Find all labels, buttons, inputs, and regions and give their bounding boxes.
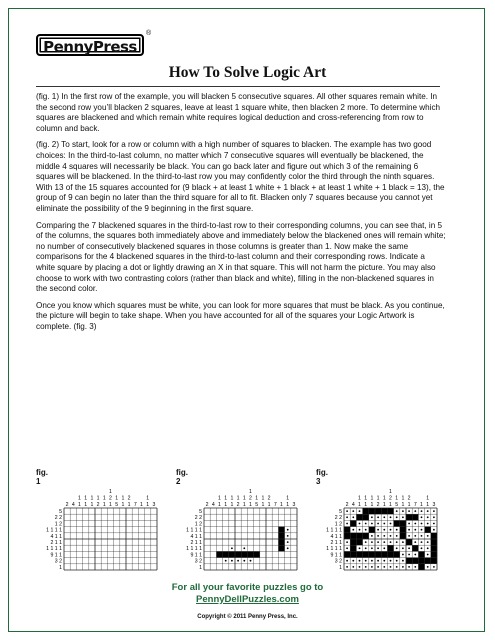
white-dot — [365, 541, 367, 543]
row-clue: 5 — [199, 509, 202, 515]
black-square — [350, 551, 356, 557]
black-square — [247, 551, 253, 557]
white-dot — [421, 535, 423, 537]
footer-link-row — [0, 594, 495, 605]
column-clue: 1 — [96, 495, 100, 502]
column-clue: 5 — [115, 502, 119, 508]
penny-dell-link[interactable]: PennyDellPuzzles.com — [196, 594, 299, 605]
black-square — [418, 564, 424, 570]
column-clue: 1 — [102, 495, 106, 502]
column-clue: 1 — [230, 502, 234, 508]
row-clue: 1 1 1 1 — [326, 546, 342, 553]
white-dot — [408, 523, 410, 525]
white-dot — [365, 523, 367, 525]
column-clue: 1 — [267, 502, 271, 508]
row-clue: 1 2 — [194, 521, 202, 528]
white-dot — [359, 547, 361, 549]
row-clue: 1 1 1 1 — [46, 546, 62, 553]
column-clue: 2 — [127, 495, 131, 502]
black-square — [369, 527, 375, 533]
white-dot — [396, 510, 398, 512]
column-clue: 2 — [65, 502, 69, 508]
white-dot — [427, 516, 429, 518]
row-clue: 1 2 — [334, 521, 342, 528]
figure-1-grid — [36, 482, 166, 582]
column-clue: 1 — [286, 495, 290, 502]
black-square — [344, 551, 350, 557]
column-clue: 4 — [211, 502, 215, 508]
white-dot — [390, 535, 392, 537]
white-dot — [346, 510, 348, 512]
white-dot — [383, 523, 385, 525]
column-clue: 2 — [205, 502, 209, 508]
column-clue: 2 — [267, 495, 271, 502]
white-dot — [408, 554, 410, 556]
black-square — [375, 551, 381, 557]
white-dot — [383, 560, 385, 562]
figure-2-label: fig. 2 — [176, 468, 188, 486]
column-clue: 3 — [152, 502, 156, 508]
column-clue: 2 — [109, 495, 112, 502]
white-dot — [383, 529, 385, 531]
column-clue: 1 — [127, 502, 131, 508]
black-square — [431, 539, 437, 545]
white-dot — [346, 523, 348, 525]
column-clue: 7 — [413, 502, 417, 508]
paragraph-fig1: (fig. 1) In the first row of the example, you will blacken 5 consecutive squares. All other squares remain white. In the second row you’ll blacken 2 squares, leave at least 1 square white, then blacken 2 more. To determine which squares are blackened and which remain white requires logical deduction and cross-referencing from row to column and back. — [36, 92, 441, 133]
column-clue: 1 — [364, 495, 368, 502]
column-clue: 1 — [78, 502, 81, 508]
white-dot — [287, 529, 289, 531]
registered-mark: ® — [146, 30, 152, 37]
black-square — [350, 545, 356, 551]
title-divider — [36, 86, 440, 87]
column-clue: 1 — [90, 495, 94, 502]
black-square — [356, 551, 362, 557]
column-clue: 2 — [96, 502, 100, 508]
row-clue: 3 2 — [194, 558, 202, 565]
white-dot — [427, 523, 429, 525]
row-clue: 9 1 1 — [330, 552, 342, 559]
black-square — [425, 558, 431, 564]
white-dot — [346, 547, 348, 549]
column-clue: 2 — [345, 502, 349, 508]
white-dot — [390, 516, 392, 518]
black-square — [350, 520, 356, 526]
row-clue: 1 1 1 1 — [46, 527, 62, 534]
row-clue: 2 2 — [334, 515, 342, 522]
black-square — [412, 514, 418, 520]
black-square — [241, 551, 247, 557]
row-clue: 5 — [339, 509, 342, 515]
white-dot — [421, 547, 423, 549]
black-square — [278, 539, 284, 545]
column-clue: 1 — [146, 502, 150, 508]
column-clue: 1 — [224, 502, 228, 508]
column-clue: 1 — [370, 495, 374, 502]
column-clue: 1 — [382, 495, 386, 502]
white-dot — [371, 541, 373, 543]
white-dot — [371, 535, 373, 537]
black-square — [356, 533, 362, 539]
white-dot — [408, 510, 410, 512]
column-clue: 1 — [426, 502, 430, 508]
column-clue: 1 — [382, 502, 386, 508]
white-dot — [383, 566, 385, 568]
black-square — [381, 551, 387, 557]
paragraph-fig2: (fig. 2) To start, look for a row or column with a high number of squares to blacken. The example has two good choices: In the third-to-last column, no matter which 7 consecutive squares will eventually be blackened, the middle 4 squares will necessarily be black. You can go back later and figure out which 3 of the remaining 6 squares will be blackened. In the third-to-last row you may confidently color the third through the ninth squares. With 13 of the 15 squares accounted for (9 black + at least 1 white + 1 black + at least 1 white + 1 black = 13), the group of 9 can begin no later than the third square for all to fit. Blacken only 7 squares because you cannot yet eliminate the possibility of the 9 beginning in the first square. — [36, 140, 445, 213]
white-dot — [414, 535, 416, 537]
paragraph-fig3: Once you know which squares must be white, you can look for more squares that must be black. As you continue, the picture will begin to take shape. When you have accounted for all of the squares your Logic Artwork is complete. (fig. 3) — [36, 300, 445, 331]
column-clue: 7 — [273, 502, 277, 508]
black-square — [344, 533, 350, 539]
white-dot — [421, 516, 423, 518]
white-dot — [359, 529, 361, 531]
white-dot — [402, 516, 404, 518]
black-square — [431, 558, 437, 564]
white-dot — [365, 560, 367, 562]
white-dot — [390, 541, 392, 543]
column-clue: 1 — [242, 502, 246, 508]
white-dot — [427, 510, 429, 512]
white-dot — [427, 541, 429, 543]
black-square — [356, 514, 362, 520]
black-square — [350, 539, 356, 545]
black-square — [350, 533, 356, 539]
column-clue: 1 — [401, 502, 405, 508]
white-dot — [377, 523, 379, 525]
penny-press-logo: PennyPress — [36, 34, 144, 56]
black-square — [216, 551, 222, 557]
column-clue: 1 — [261, 495, 265, 502]
column-clue: 7 — [133, 502, 137, 508]
white-dot — [414, 523, 416, 525]
white-dot — [352, 560, 354, 562]
white-dot — [237, 560, 239, 562]
row-clue: 1 — [339, 564, 342, 571]
black-square — [400, 527, 406, 533]
column-clue: 1 — [242, 495, 246, 502]
black-square — [431, 545, 437, 551]
black-square — [363, 508, 369, 514]
black-square — [387, 551, 393, 557]
row-clue: 1 1 1 1 — [186, 527, 202, 534]
white-dot — [433, 566, 435, 568]
white-dot — [414, 510, 416, 512]
figure-1-label: fig. 1 — [36, 468, 48, 486]
black-square — [363, 533, 369, 539]
column-clue: 1 — [358, 495, 361, 502]
white-dot — [352, 566, 354, 568]
white-dot — [377, 529, 379, 531]
column-clue: 1 — [407, 502, 411, 508]
column-clue: 5 — [395, 502, 399, 508]
black-square — [394, 520, 400, 526]
white-dot — [352, 516, 354, 518]
black-square — [363, 514, 369, 520]
column-clue: 1 — [78, 495, 81, 502]
white-dot — [231, 560, 233, 562]
black-square — [412, 545, 418, 551]
white-dot — [371, 566, 373, 568]
white-dot — [359, 560, 361, 562]
paragraph-comparing: Comparing the 7 blackened squares in the third-to-last row to their corresponding columns, you can see that, in 5 of the columns, the squares both immediately above and immediately below the blackened ones will remain white; no number of consecutively blackened squares in those columns is greater than 1. Now make the same comparisons for the 4 blackened squares in the third-to-last column and their corresponding rows. Indicate a white square by placing a dot or lightly drawing an X in that square. This will not harm the picture. You may also choose to work with two contrasting colors (rather than black and white), filling in the non-blackened squares in the second color. — [36, 220, 446, 294]
column-clue: 1 — [224, 495, 228, 502]
white-dot — [231, 547, 233, 549]
white-dot — [377, 566, 379, 568]
white-dot — [390, 529, 392, 531]
white-dot — [390, 566, 392, 568]
white-dot — [383, 535, 385, 537]
black-square — [406, 514, 412, 520]
white-dot — [377, 560, 379, 562]
black-square — [418, 558, 424, 564]
white-dot — [402, 566, 404, 568]
column-clue: 1 — [249, 489, 252, 495]
row-clue: 1 — [59, 564, 62, 571]
white-dot — [390, 560, 392, 562]
white-dot — [352, 510, 354, 512]
column-clue: 1 — [370, 502, 374, 508]
column-clue: 2 — [407, 495, 411, 502]
column-clue: 1 — [358, 502, 361, 508]
white-dot — [243, 560, 245, 562]
white-dot — [433, 523, 435, 525]
white-dot — [371, 523, 373, 525]
column-clue: 1 — [218, 495, 221, 502]
column-clue: 1 — [121, 495, 125, 502]
white-dot — [402, 547, 404, 549]
column-clue: 1 — [389, 502, 392, 508]
white-dot — [371, 547, 373, 549]
white-dot — [408, 529, 410, 531]
white-dot — [402, 510, 404, 512]
column-clue: 1 — [109, 502, 112, 508]
column-clue: 4 — [351, 502, 355, 508]
white-dot — [414, 554, 416, 556]
column-clue: 1 — [364, 502, 368, 508]
column-clue: 1 — [109, 489, 112, 495]
row-clue: 4 1 1 — [50, 533, 62, 540]
white-dot — [377, 535, 379, 537]
black-square — [387, 508, 393, 514]
white-dot — [414, 566, 416, 568]
white-dot — [402, 554, 404, 556]
row-clue: 2 2 — [194, 515, 202, 522]
page-title: How To Solve Logic Art — [168, 64, 327, 81]
black-square — [235, 551, 241, 557]
black-square — [229, 551, 235, 557]
white-dot — [243, 547, 245, 549]
black-square — [406, 558, 412, 564]
column-clue: 1 — [236, 495, 240, 502]
column-clue: 1 — [255, 495, 259, 502]
white-dot — [371, 516, 373, 518]
white-dot — [402, 560, 404, 562]
white-dot — [287, 535, 289, 537]
column-clue: 2 — [389, 495, 392, 502]
white-dot — [396, 516, 398, 518]
white-dot — [359, 566, 361, 568]
white-dot — [346, 541, 348, 543]
column-clue: 1 — [121, 502, 125, 508]
white-dot — [421, 529, 423, 531]
black-square — [394, 551, 400, 557]
black-square — [375, 508, 381, 514]
column-clue: 1 — [140, 502, 143, 508]
black-square — [254, 551, 260, 557]
white-dot — [250, 560, 252, 562]
white-dot — [433, 510, 435, 512]
column-clue: 2 — [376, 502, 380, 508]
black-square — [369, 508, 375, 514]
row-clue: 1 2 — [54, 521, 62, 528]
white-dot — [365, 529, 367, 531]
white-dot — [408, 566, 410, 568]
row-clue: 2 2 — [54, 515, 62, 522]
copyright-notice: Copyright © 2011 Penny Press, Inc. — [197, 614, 298, 620]
black-square — [418, 551, 424, 557]
black-square — [387, 545, 393, 551]
white-dot — [427, 547, 429, 549]
white-dot — [408, 547, 410, 549]
figure-3-grid — [316, 482, 446, 582]
black-square — [356, 539, 362, 545]
white-dot — [365, 547, 367, 549]
white-dot — [383, 516, 385, 518]
column-clue: 1 — [230, 495, 234, 502]
white-dot — [352, 529, 354, 531]
white-dot — [383, 547, 385, 549]
white-dot — [402, 541, 404, 543]
white-dot — [421, 510, 423, 512]
white-dot — [421, 541, 423, 543]
white-dot — [359, 510, 361, 512]
column-clue: 1 — [115, 495, 119, 502]
white-dot — [414, 541, 416, 543]
column-clue: 1 — [84, 502, 88, 508]
black-square — [278, 545, 284, 551]
black-square — [425, 527, 431, 533]
black-square — [431, 551, 437, 557]
row-clue: 1 — [199, 564, 202, 571]
black-square — [381, 508, 387, 514]
column-clue: 4 — [71, 502, 75, 508]
black-square — [406, 539, 412, 545]
column-clue: 1 — [389, 489, 392, 495]
column-clue: 1 — [102, 502, 106, 508]
row-clue: 4 1 1 — [330, 533, 342, 540]
row-clue: 2 1 1 — [50, 540, 62, 546]
white-dot — [225, 560, 227, 562]
column-clue: 5 — [255, 502, 259, 508]
row-clue: 2 1 1 — [190, 540, 202, 546]
white-dot — [408, 535, 410, 537]
column-clue: 1 — [426, 495, 430, 502]
black-square — [363, 551, 369, 557]
column-clue: 3 — [292, 502, 296, 508]
white-dot — [427, 566, 429, 568]
column-clue: 1 — [261, 502, 265, 508]
black-square — [369, 551, 375, 557]
figure-2-grid — [176, 482, 306, 582]
column-clue: 1 — [90, 502, 94, 508]
column-clue: 1 — [286, 502, 290, 508]
column-clue: 1 — [401, 495, 405, 502]
column-clue: 1 — [218, 502, 221, 508]
column-clue: 3 — [432, 502, 436, 508]
white-dot — [346, 566, 348, 568]
row-clue: 1 1 1 1 — [186, 546, 202, 553]
white-dot — [365, 566, 367, 568]
white-dot — [287, 541, 289, 543]
row-clue: 9 1 1 — [50, 552, 62, 559]
row-clue: 3 2 — [334, 558, 342, 565]
column-clue: 1 — [280, 502, 283, 508]
instructions — [36, 92, 446, 338]
white-dot — [396, 566, 398, 568]
row-clue: 2 1 1 — [330, 540, 342, 546]
column-clue: 1 — [395, 495, 399, 502]
white-dot — [414, 529, 416, 531]
white-dot — [390, 523, 392, 525]
column-clue: 2 — [249, 495, 252, 502]
figure-3-label: fig. 3 — [316, 468, 328, 486]
white-dot — [287, 547, 289, 549]
black-square — [412, 558, 418, 564]
white-dot — [427, 535, 429, 537]
white-dot — [383, 541, 385, 543]
row-clue: 9 1 1 — [190, 552, 202, 559]
column-clue: 1 — [376, 495, 380, 502]
row-clue: 4 1 1 — [190, 533, 202, 540]
row-clue: 3 2 — [54, 558, 62, 565]
white-dot — [433, 516, 435, 518]
column-clue: 1 — [249, 502, 252, 508]
white-dot — [377, 516, 379, 518]
white-dot — [396, 547, 398, 549]
column-clue: 2 — [236, 502, 240, 508]
white-dot — [396, 529, 398, 531]
white-dot — [346, 516, 348, 518]
row-clue: 5 — [59, 509, 62, 515]
white-dot — [427, 554, 429, 556]
column-clue: 1 — [420, 502, 423, 508]
white-dot — [421, 523, 423, 525]
white-dot — [346, 560, 348, 562]
footer-promo: For all your favorite puzzles go to — [171, 582, 324, 593]
white-dot — [359, 523, 361, 525]
black-square — [344, 527, 350, 533]
black-square — [223, 551, 229, 557]
white-dot — [396, 541, 398, 543]
black-square — [400, 533, 406, 539]
white-dot — [396, 560, 398, 562]
white-dot — [371, 560, 373, 562]
column-clue: 1 — [146, 495, 150, 502]
row-clue: 1 1 1 1 — [326, 527, 342, 534]
black-square — [400, 520, 406, 526]
black-square — [278, 533, 284, 539]
column-clue: 1 — [84, 495, 88, 502]
white-dot — [433, 529, 435, 531]
white-dot — [377, 547, 379, 549]
black-square — [431, 533, 437, 539]
white-dot — [377, 541, 379, 543]
white-dot — [396, 535, 398, 537]
black-square — [278, 527, 284, 533]
